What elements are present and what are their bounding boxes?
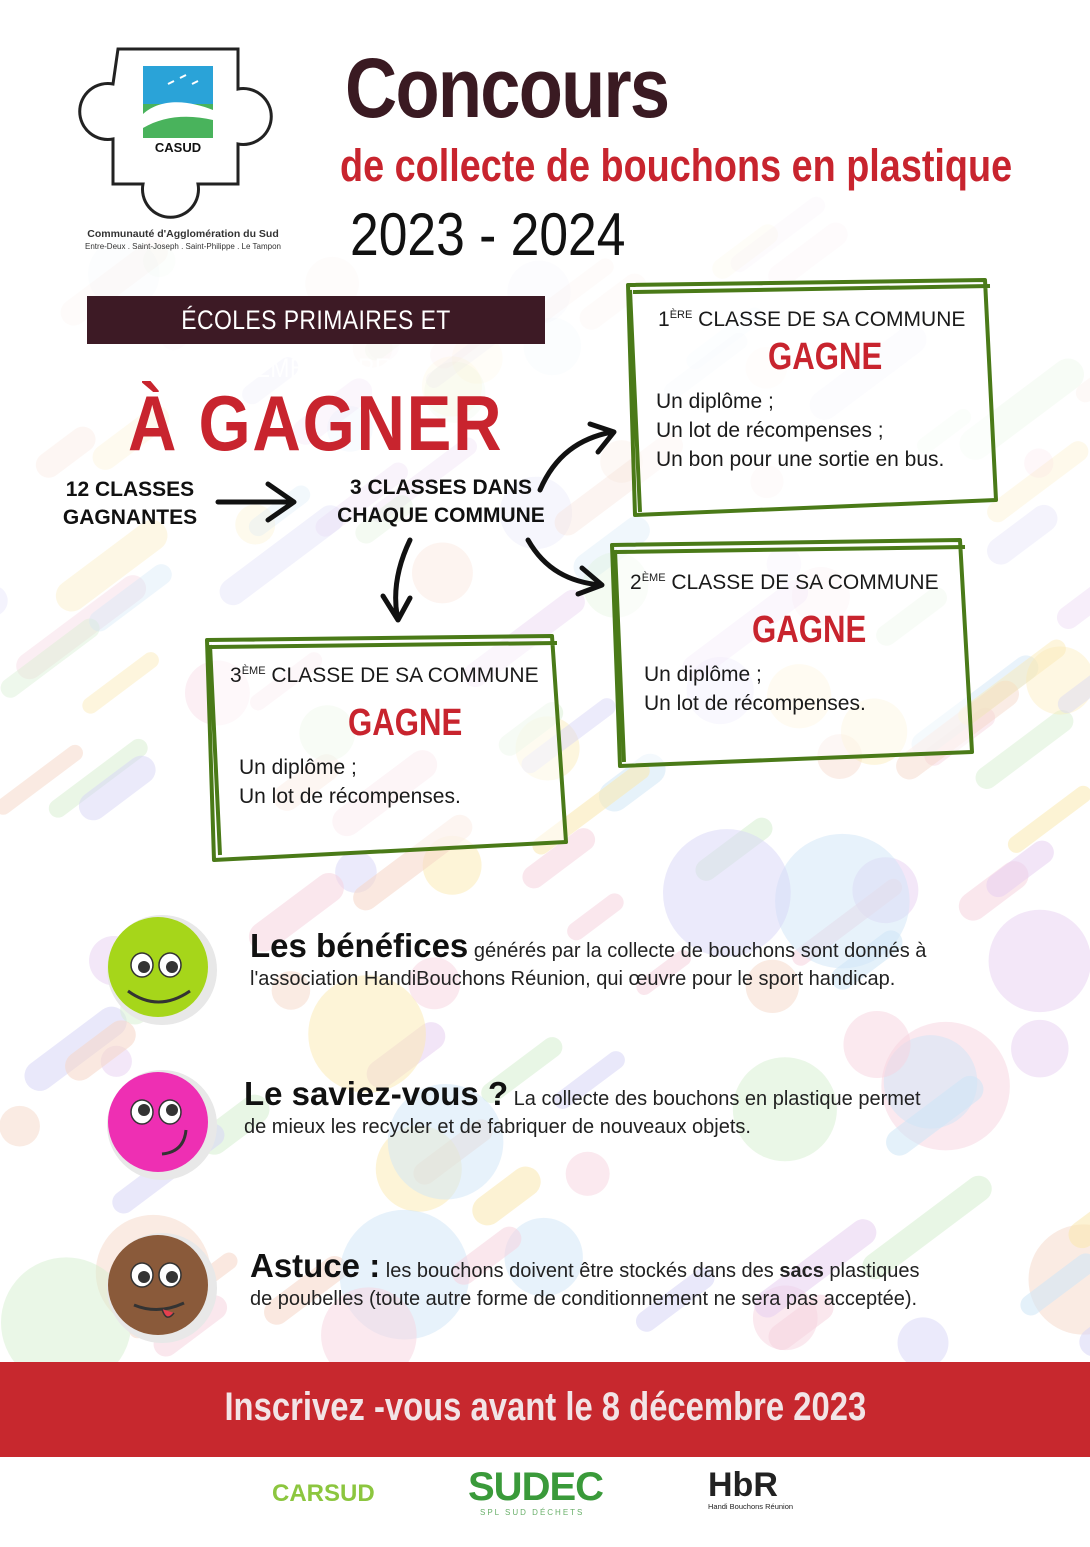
third-prize-item: Un diplôme ; [239, 756, 357, 779]
prize-second-class [628, 563, 968, 753]
smiley-happy-icon [107, 915, 217, 1025]
tip-text-bold: sacs [779, 1260, 824, 1282]
deadline-text: Inscrivez -vous avant le 8 décembre 2023 [224, 1385, 866, 1429]
smiley-tongue-icon [107, 1233, 217, 1343]
third-prize-list [239, 753, 461, 811]
carsud-logo [272, 1480, 375, 1508]
flow-mid-line2: CHAQUE COMMUNE [337, 504, 545, 527]
logo-acronym: CASUD [154, 140, 202, 155]
second-prize-item: Un diplôme ; [644, 663, 762, 686]
bubble-circle [898, 1317, 949, 1368]
sudec-logo [468, 1465, 603, 1510]
page-subtitle: de collecte de bouchons en plastique [340, 140, 1013, 191]
first-prize-list [656, 387, 944, 474]
info-did-you-know [244, 1075, 1044, 1141]
first-gagne-label: GAGNE [768, 336, 883, 378]
sudec-label: SUDEC [468, 1465, 604, 1509]
tip-text-line2: de poubelles (toute autre forme de conditionnement ne sera pas acceptée). [250, 1288, 918, 1310]
third-prize-item: Un lot de récompenses. [239, 785, 461, 808]
info-benefits [250, 927, 1050, 993]
prize-first-class [640, 300, 990, 500]
did-you-know-text-line2: de mieux les recycler et de fabriquer de nouveaux objets. [244, 1116, 751, 1138]
third-gagne-label: GAGNE [348, 702, 463, 744]
smiley-wink-icon [107, 1070, 217, 1180]
bubble-circle [566, 1152, 610, 1196]
flow-left-line2: GAGNANTES [62, 506, 198, 529]
bubble-circle [843, 1011, 910, 1078]
audience-label: ÉCOLES PRIMAIRES ET ÉLÉMENTAIRES [181, 305, 451, 383]
hbr-logo [708, 1466, 778, 1505]
did-you-know-lead: Le saviez-vous ? [244, 1075, 509, 1112]
logo-communes: Entre-Deux . Saint-Joseph . Saint-Philippe . Le Tampon [85, 242, 281, 251]
second-gagne-label: GAGNE [752, 609, 867, 651]
tip-text-end: plastiques [823, 1260, 920, 1282]
benefits-text: générés par la collecte de bouchons sont donnés à [468, 940, 927, 962]
benefits-text-line2: l'association HandiBouchons Réunion, qui œuvre pour le sport handicap. [250, 968, 896, 990]
benefits-lead: Les bénéfices [250, 927, 469, 964]
prizes-heading: À GAGNER [128, 379, 504, 467]
bubble-circle [1011, 1020, 1068, 1077]
carsud-label: CARSUD [272, 1480, 375, 1507]
first-prize-item: Un diplôme ; [656, 390, 774, 413]
info-tip [250, 1247, 1050, 1313]
tip-text: les bouchons doivent être stockés dans des [380, 1260, 780, 1282]
hbr-fullname: Handi Bouchons Réunion [708, 1502, 794, 1511]
school-years: 2023 - 2024 [350, 201, 626, 268]
page-title: Concours [345, 41, 669, 135]
flow-left-line1: 12 CLASSES [65, 478, 195, 501]
prize-third-class [228, 656, 558, 846]
flow-mid-line1: 3 CLASSES DANS [349, 476, 533, 499]
first-prize-item: Un lot de récompenses ; [656, 419, 884, 442]
first-prize-item: Un bon pour une sortie en bus. [656, 448, 945, 471]
tip-lead: Astuce : [250, 1247, 381, 1284]
sudec-tagline: SPL SUD DÉCHETS [480, 1508, 585, 1517]
logo-name: Communauté d'Agglomération du Sud [87, 228, 279, 240]
bubble-stroke [1082, 1184, 1090, 1235]
bubble-stroke [576, 902, 614, 931]
second-prize-item: Un lot de récompenses. [644, 692, 866, 715]
did-you-know-text: La collecte des bouchons en plastique permet [508, 1088, 921, 1110]
first-class-heading: 1ÈRE CLASSE DE SA COMMUNE [658, 308, 966, 331]
bubble-circle [0, 1106, 40, 1147]
smiley-icons [100, 915, 230, 1355]
third-class-heading: 3ÈME CLASSE DE SA COMMUNE [230, 664, 539, 687]
bubble-stroke [487, 1182, 525, 1211]
second-prize-list [644, 660, 866, 718]
hbr-label: HbR [708, 1466, 778, 1504]
second-class-heading: 2ÈME CLASSE DE SA COMMUNE [630, 571, 939, 594]
